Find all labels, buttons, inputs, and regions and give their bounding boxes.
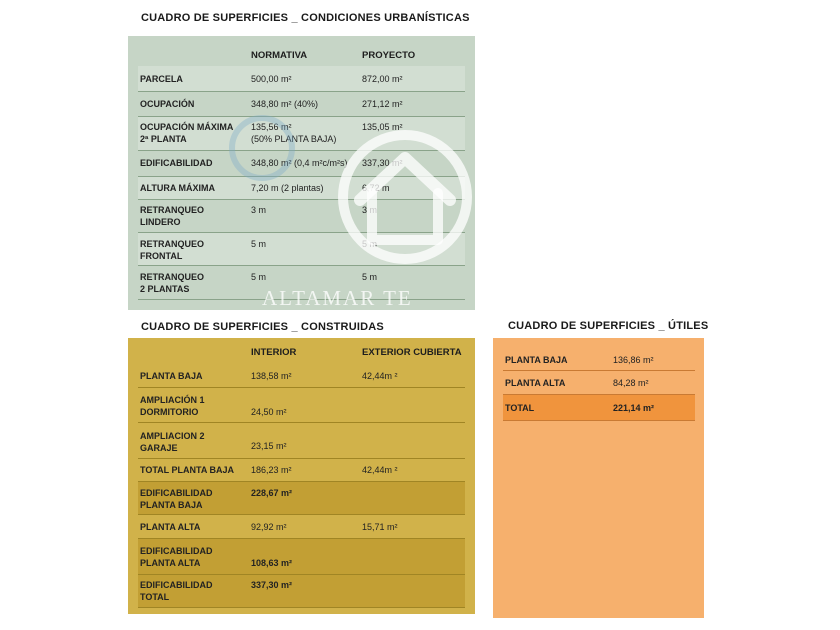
header-exterior-cubierta: EXTERIOR CUBIERTA: [362, 347, 462, 358]
proyecto-value: 271,12 m²: [362, 99, 403, 109]
useful-value: 84,28 m²: [613, 378, 649, 388]
header-interior: INTERIOR: [251, 347, 297, 358]
normativa-value: 7,20 m (2 plantas): [251, 183, 324, 193]
row-label: PLANTA ALTA: [140, 522, 201, 532]
exterior-value: 42,44m ²: [362, 371, 398, 381]
proyecto-value: 5 m: [362, 239, 378, 249]
useful-value: 136,86 m²: [613, 355, 654, 365]
table-row: [138, 515, 465, 539]
interior-value: 337,30 m²: [251, 580, 293, 590]
table-row: [138, 266, 465, 300]
row-label: EDIFICABILIDAD TOTAL: [140, 580, 213, 602]
row-label: PLANTA BAJA: [505, 355, 568, 365]
table-row-total: [503, 395, 695, 421]
table-row: [138, 423, 465, 459]
proyecto-value: 135,05 m²: [362, 122, 403, 132]
normativa-value: 5 m: [251, 272, 267, 282]
urban-table-title: CUADRO DE SUPERFICIES _ CONDICIONES URBANÍSTICAS: [141, 12, 470, 24]
interior-value: 23,15 m²: [251, 441, 287, 451]
normativa-value: 3 m: [251, 205, 267, 215]
row-label: AMPLIACION 2 GARAJE: [140, 431, 205, 453]
useful-surfaces-table: [493, 338, 704, 618]
row-label: RETRANQUEO FRONTAL: [140, 239, 205, 261]
table-row: [138, 363, 465, 388]
urban-conditions-table: [128, 36, 475, 310]
header-normativa: NORMATIVA: [251, 50, 308, 61]
table-row: [138, 388, 465, 423]
row-label: PARCELA: [140, 74, 183, 84]
table-row: [138, 200, 465, 233]
normativa-value: 5 m: [251, 239, 267, 249]
interior-value: 108,63 m²: [251, 558, 293, 568]
built-surfaces-table: [128, 338, 475, 614]
proyecto-value: 3 m: [362, 205, 378, 215]
interior-value: 92,92 m²: [251, 522, 287, 532]
exterior-value: 15,71 m²: [362, 522, 398, 532]
header-proyecto: PROYECTO: [362, 50, 416, 61]
built-table-title: CUADRO DE SUPERFICIES _ CONSTRUIDAS: [141, 321, 384, 333]
table-row: [138, 66, 465, 92]
interior-value: 228,67 m²: [251, 488, 293, 498]
row-label: OCUPACIÓN MÁXIMA 2ª PLANTA: [140, 122, 234, 144]
proyecto-value: 872,00 m²: [362, 74, 403, 84]
proyecto-value: 5 m: [362, 272, 378, 282]
watermark-text: ALTAMAR TE: [262, 286, 413, 310]
row-label: PLANTA ALTA: [505, 378, 566, 388]
row-label: EDIFICABILIDAD PLANTA ALTA: [140, 546, 213, 568]
table-row: [138, 575, 465, 608]
normativa-value: 135,56 m² (50% PLANTA BAJA): [251, 122, 337, 144]
interior-value: 24,50 m²: [251, 407, 287, 417]
table-row: [138, 177, 465, 200]
table-row: [138, 482, 465, 515]
interior-value: 138,58 m²: [251, 371, 292, 381]
normativa-value: 500,00 m²: [251, 74, 292, 84]
useful-table-title: CUADRO DE SUPERFICIES _ ÚTILES: [508, 320, 709, 332]
row-label: RETRANQUEO LINDERO: [140, 205, 205, 227]
table-row: [138, 151, 465, 177]
table-row: [138, 459, 465, 482]
proyecto-value: 6,72 m: [362, 183, 390, 193]
table-row: [138, 539, 465, 575]
row-label: RETRANQUEO 2 PLANTAS: [140, 272, 205, 294]
row-label: TOTAL: [505, 403, 535, 413]
proyecto-value: 337,30 m²: [362, 158, 403, 168]
row-label: OCUPACIÓN: [140, 99, 195, 109]
row-label: TOTAL PLANTA BAJA: [140, 465, 234, 475]
normativa-value: 348,80 m² (0,4 m²c/m²s): [251, 158, 348, 168]
normativa-value: 348,80 m² (40%): [251, 99, 319, 109]
row-label: PLANTA BAJA: [140, 371, 203, 381]
table-row: [138, 117, 465, 151]
row-label: AMPLIACIÓN 1 DORMITORIO: [140, 395, 205, 417]
useful-value: 221,14 m²: [613, 403, 655, 413]
row-label: EDIFICABILIDAD: [140, 158, 213, 168]
exterior-value: 42,44m ²: [362, 465, 398, 475]
table-row: [503, 348, 695, 371]
table-row: [138, 233, 465, 266]
row-label: EDIFICABILIDAD PLANTA BAJA: [140, 488, 213, 510]
table-row: [138, 92, 465, 117]
table-row: [503, 371, 695, 395]
row-label: ALTURA MÁXIMA: [140, 183, 215, 193]
interior-value: 186,23 m²: [251, 465, 292, 475]
